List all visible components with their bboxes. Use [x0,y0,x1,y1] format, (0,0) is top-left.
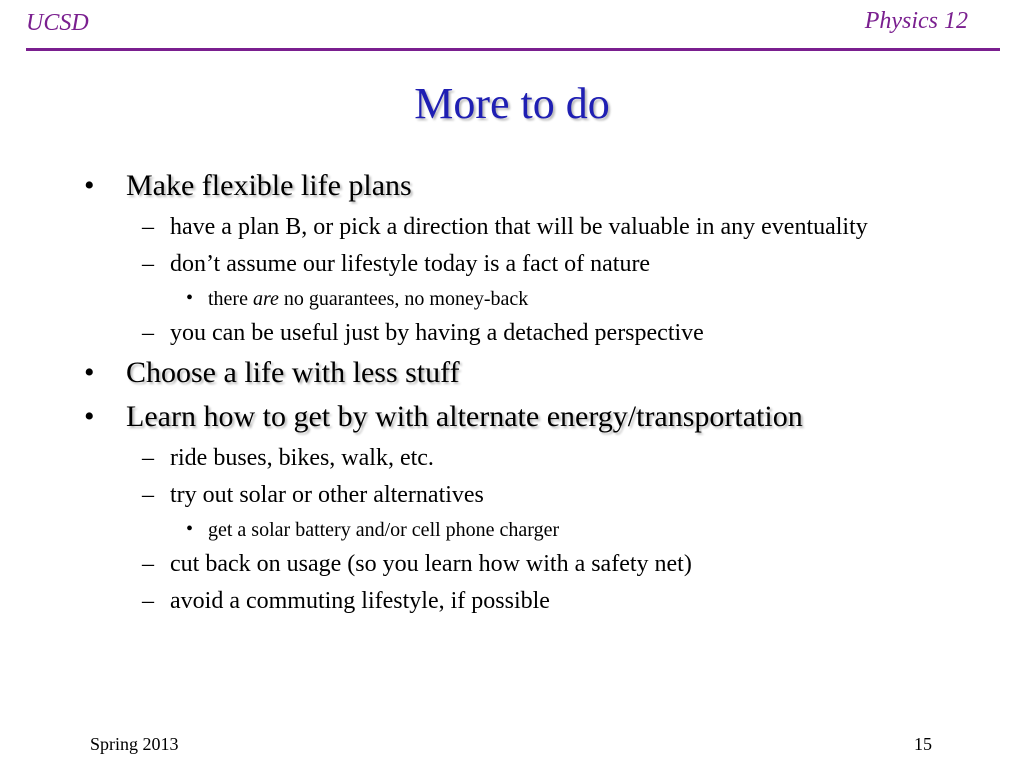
sub-sub-item [186,286,944,312]
header-divider [26,48,1000,51]
bullet-text: Make flexible life plans [126,169,412,202]
sub-item-text: avoid a commuting lifestyle, if possible [170,588,550,614]
sub-item [142,249,890,280]
sub-item [142,549,890,580]
sub-sub-item-text-post: no guarantees, no money-back [278,288,529,310]
bullet-text: Choose a life with less stuff [126,356,460,389]
dash-icon: – [142,551,154,577]
header-left-label: UCSD [26,10,89,36]
bullet-icon: • [186,518,194,540]
sub-sub-item [186,517,944,543]
bullet-icon: • [186,287,194,309]
sub-sub-item-text-italic: are [252,288,279,310]
sub-item [142,318,890,349]
dash-icon: – [142,482,154,508]
sub-item-text: cut back on usage (so you learn how with a safety net) [170,551,692,577]
header-right-label: Physics 12 [864,8,968,34]
slide-title: More to do [414,79,610,128]
bullet-text: Learn how to get by with alternate energy/transportation [126,400,803,433]
dash-icon: – [142,588,154,614]
bullet-item [84,355,944,391]
bullet-item [84,168,944,204]
bullet-icon: • [84,169,95,202]
bullet-item [84,399,944,435]
sub-item-text: don’t assume our lifestyle today is a fact of nature [170,251,651,277]
bullet-icon: • [84,400,95,433]
dash-icon: – [142,251,154,277]
sub-sub-item-text: get a solar battery and/or cell phone charger [208,519,560,541]
sub-item-text: ride buses, bikes, walk, etc. [170,445,434,471]
sub-item [142,480,890,511]
sub-item [142,586,890,617]
sub-item-text: try out solar or other alternatives [170,482,484,508]
sub-item [142,212,890,243]
sub-item-text: you can be useful just by having a detached perspective [170,320,704,346]
slide-number: 15 [914,734,932,754]
sub-item-text: have a plan B, or pick a direction that will be valuable in any eventuality [170,214,868,240]
sub-sub-item-text-pre: there [208,288,253,310]
slide-body [84,168,944,623]
dash-icon: – [142,445,154,471]
bullet-icon: • [84,356,95,389]
dash-icon: – [142,214,154,240]
dash-icon: – [142,320,154,346]
sub-item [142,443,890,474]
footer-term: Spring 2013 [90,734,179,754]
